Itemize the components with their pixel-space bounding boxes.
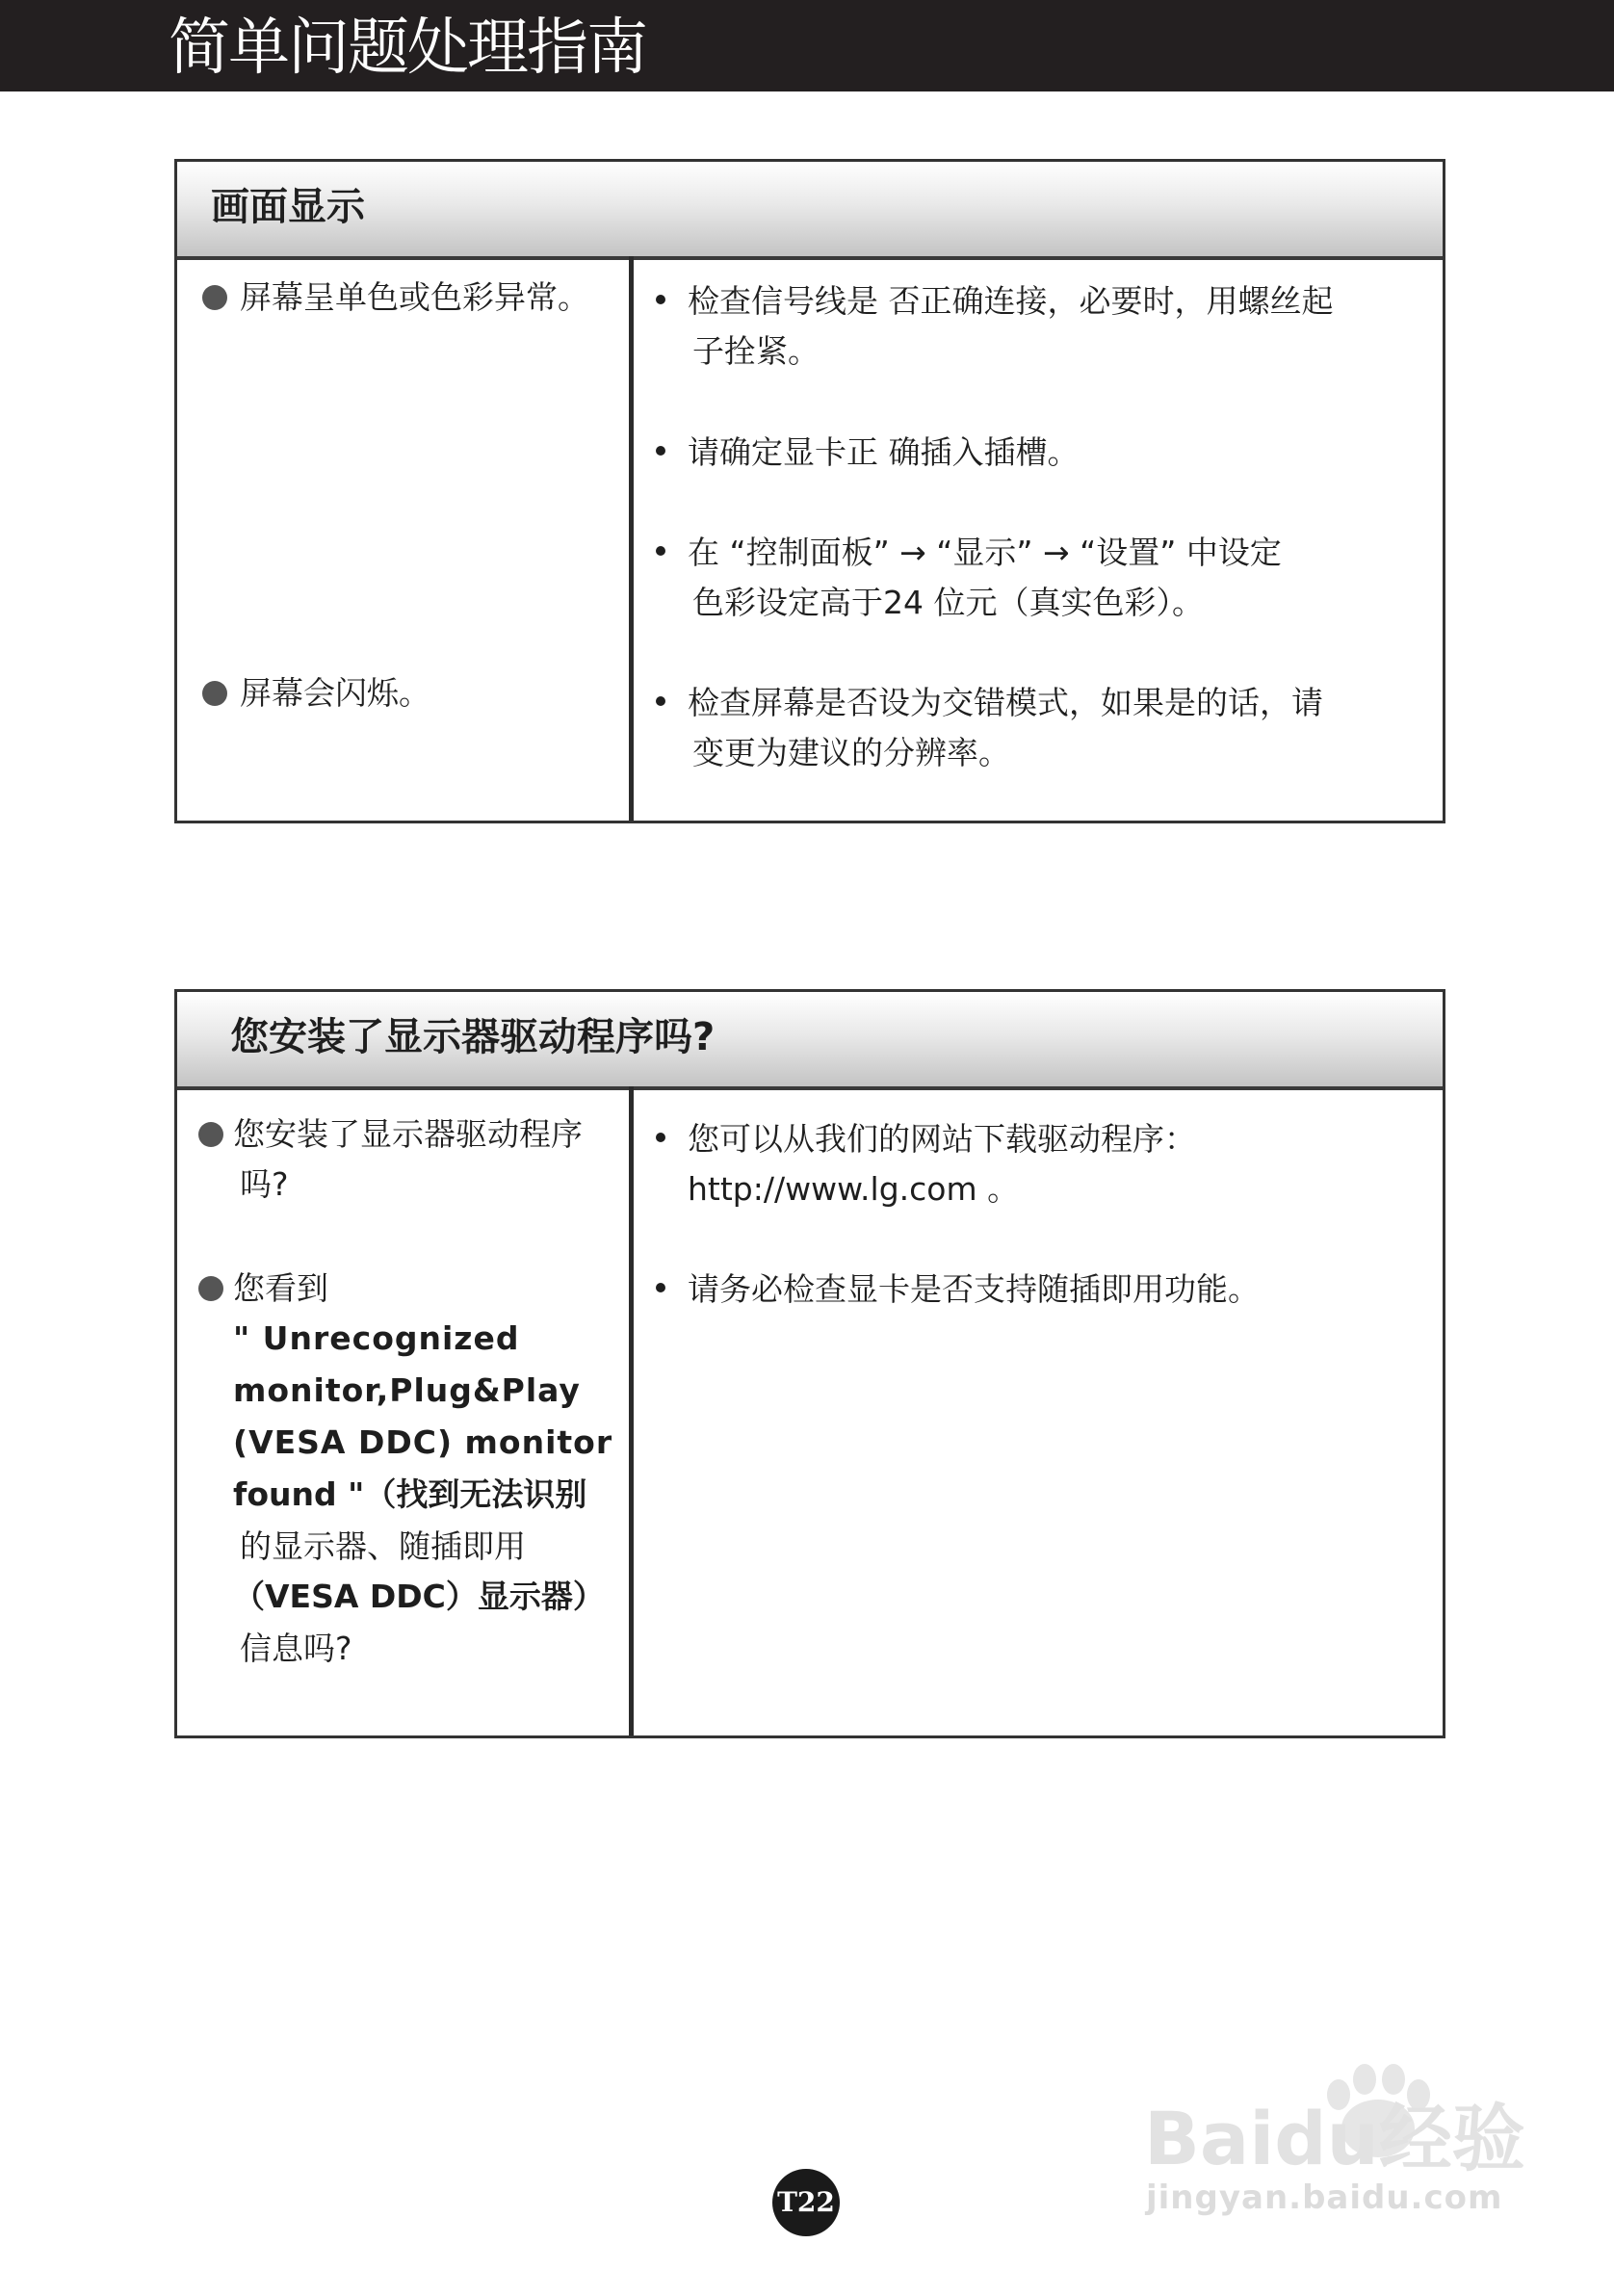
column-divider (629, 256, 634, 821)
section-driver-install (174, 989, 1445, 1738)
problem-line: found "（找到无法识别 (233, 1475, 587, 1513)
problem-line: monitor,Plug&Play (233, 1371, 581, 1409)
problem-item: 屏幕呈单色或色彩异常。 (240, 278, 589, 316)
solution-line: 子拴紧。 (692, 332, 820, 370)
problem-line: " Unrecognized (233, 1319, 520, 1357)
header-bar (0, 0, 1614, 91)
solution-bullet-icon (656, 696, 665, 706)
problem-line: 您安装了显示器驱动程序 (233, 1115, 583, 1153)
problem-line: 您看到 (233, 1269, 328, 1307)
solution-line: 变更为建议的分辨率。 (692, 734, 1010, 771)
section-title: 画面显示 (211, 185, 365, 229)
page-number-badge: T22 (772, 2169, 840, 2236)
solution-line: 色彩设定高于24 位元（真实色彩）。 (692, 584, 1204, 621)
solution-line: 请务必检查显卡是否支持随插即用功能。 (688, 1270, 1260, 1308)
website-link[interactable]: http://www.lg.com 。 (688, 1170, 1020, 1208)
problem-line: 吗? (240, 1165, 289, 1203)
section-header (177, 162, 1443, 260)
problem-line: （VESA DDC）显示器） (233, 1578, 605, 1615)
solution-line: 检查屏幕是否设为交错模式，如果是的话，请 (688, 684, 1323, 721)
watermark-url: jingyan.baidu.com (1146, 2179, 1503, 2217)
page-title: 简单问题处理指南 (169, 13, 646, 84)
solution-line: 检查信号线是 否正确连接，必要时，用螺丝起 (688, 282, 1334, 320)
solution-line: 在 “控制面板” → “显示” → “设置” 中设定 (688, 534, 1282, 571)
section-screen-display (174, 159, 1445, 823)
column-divider (629, 1086, 634, 1735)
problem-bullet-icon (202, 681, 227, 706)
problem-bullet-icon (198, 1276, 223, 1301)
solution-line: 您可以从我们的网站下载驱动程序： (688, 1120, 1196, 1158)
problem-line: 信息吗? (240, 1630, 352, 1667)
watermark-brand: Baidu经验 (1144, 2096, 1525, 2181)
solution-bullet-icon (656, 1133, 665, 1142)
solution-bullet-icon (656, 295, 665, 304)
problem-bullet-icon (202, 285, 227, 310)
section-header (177, 992, 1443, 1090)
problem-line: 的显示器、随插即用 (240, 1527, 526, 1565)
section-title: 您安装了显示器驱动程序吗? (230, 1015, 716, 1059)
problem-item: 屏幕会闪烁。 (240, 674, 430, 712)
solution-line: 请确定显卡正 确插入插槽。 (688, 433, 1080, 471)
solution-bullet-icon (656, 546, 665, 556)
solution-bullet-icon (656, 446, 665, 456)
problem-bullet-icon (198, 1122, 223, 1147)
solution-bullet-icon (656, 1283, 665, 1292)
problem-line: (VESA DDC) monitor (233, 1423, 613, 1461)
